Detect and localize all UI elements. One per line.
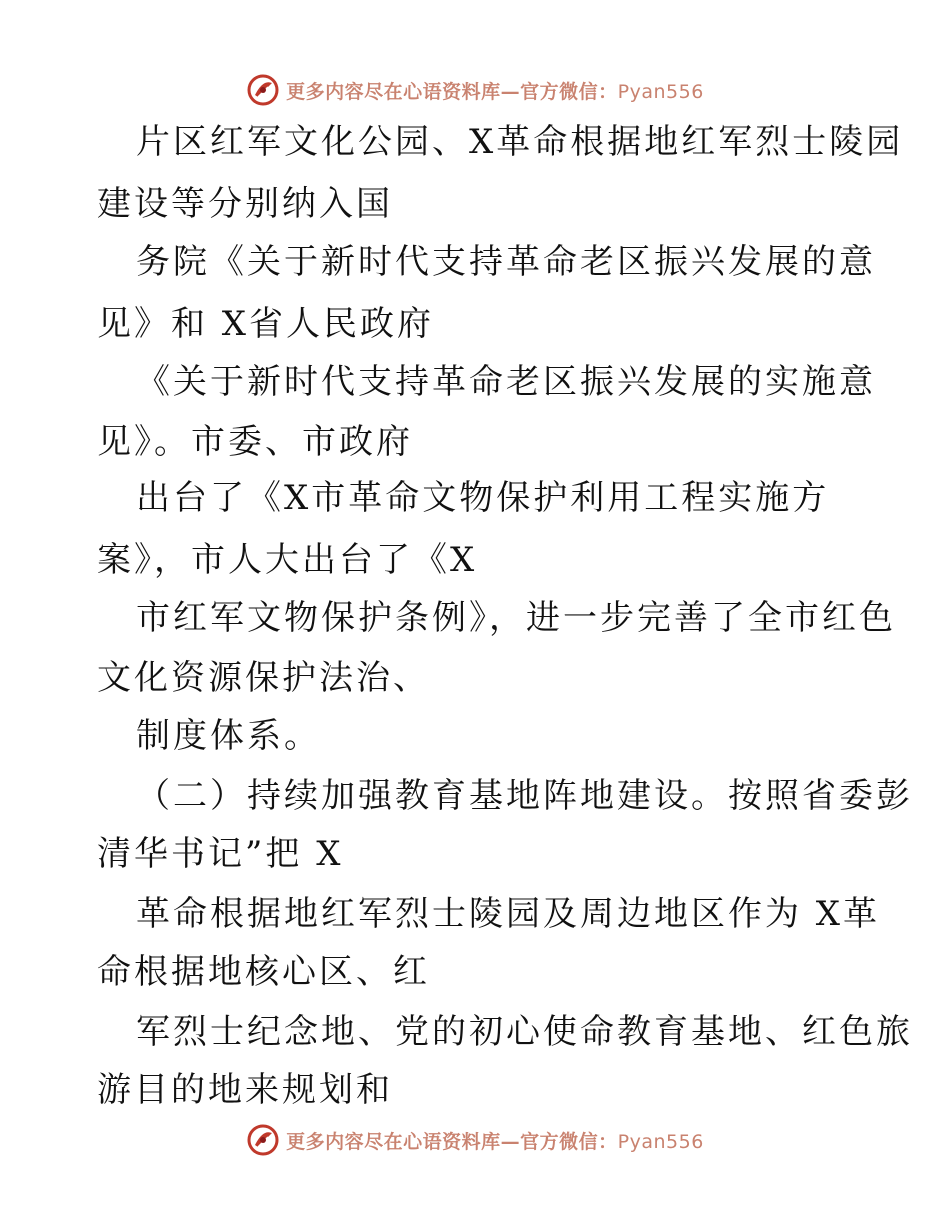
text-line-2: 建设等分别纳入国 — [97, 184, 393, 224]
text-line-4: 见》和 X省人民政府 — [97, 304, 435, 344]
text-line-15: 命根据地核心区、红 — [97, 952, 430, 992]
header-banner-text-cn: 更多内容尽在心语资料库—官方微信： — [286, 80, 618, 103]
text-line-10: 文化资源保护法治、 — [97, 658, 430, 698]
text-line-14: 革命根据地红军烈士陵园及周边地区作为 X革 — [136, 894, 881, 934]
footer-banner-text — [286, 1127, 704, 1154]
text-line-11: 制度体系。 — [136, 716, 321, 756]
text-line-17: 游目的地来规划和 — [97, 1070, 393, 1110]
text-line-9: 市红军文物保护条例》，进一步完善了全市红色 — [136, 598, 896, 638]
text-line-3: 务院《关于新时代支持革命老区振兴发展的意 — [136, 242, 876, 282]
header-banner-inner — [246, 73, 704, 107]
header-banner — [0, 70, 950, 110]
footer-banner-text-cn: 更多内容尽在心语资料库—官方微信： — [286, 1130, 618, 1153]
text-line-6: 见》。市委、市政府 — [97, 422, 413, 462]
header-banner-text — [286, 77, 704, 104]
text-line-8: 案》，市人大出台了《X — [97, 540, 478, 580]
text-line-5: 《关于新时代支持革命老区振兴发展的实施意 — [136, 362, 876, 402]
text-line-7: 出台了《X市革命文物保护利用工程实施方 — [136, 478, 830, 518]
text-line-13: 清华书记”把 X — [97, 834, 344, 874]
footer-banner-wechat-id: Pyan556 — [617, 1130, 704, 1153]
brand-logo-icon — [246, 1123, 280, 1157]
text-line-12: （二）持续加强教育基地阵地建设。按照省委彭 — [136, 776, 913, 816]
footer-banner — [0, 1120, 950, 1160]
brand-logo-icon — [246, 73, 280, 107]
text-line-1: 片区红军文化公园、X革命根据地红军烈士陵园 — [136, 122, 904, 162]
text-line-16: 军烈士纪念地、党的初心使命教育基地、红色旅 — [136, 1012, 913, 1052]
footer-banner-inner — [246, 1123, 704, 1157]
header-banner-wechat-id: Pyan556 — [617, 80, 704, 103]
